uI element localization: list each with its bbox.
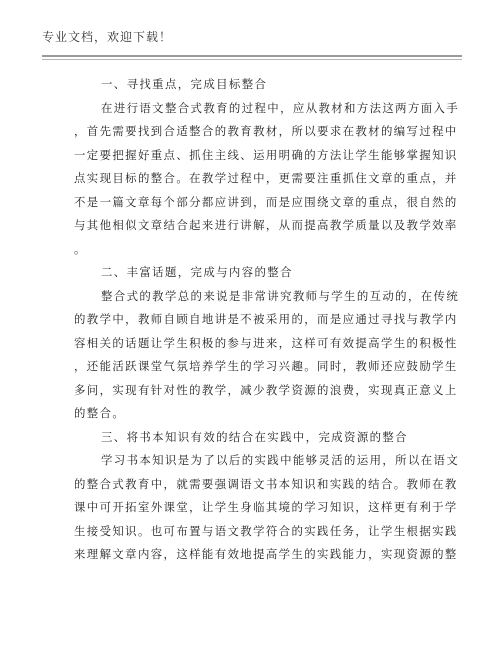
paragraph-line: 学习书本知识是为了以后的实践中能够灵活的运用，所以在语文 — [101, 453, 460, 467]
paragraph-line: 来理解文章内容，这样能有效地提高学生的实践能力，实现资源的整 — [74, 547, 458, 561]
paragraph-line: ，首先需要找到合适整合的教育教材，所以要求在教材的编写过程中 — [74, 124, 458, 138]
page-header: 专业文档，欢迎下载！ — [42, 30, 173, 44]
paragraph-line: 点实现目标的整合。在教学过程中，更需要注重抓住文章的重点，并 — [74, 171, 458, 185]
document-body — [74, 73, 460, 567]
paragraph-line: ，还能活跃课堂气氛培养学生的学习兴趣。同时，教师还应鼓励学生 — [74, 359, 458, 373]
paragraph-line: 的整合式教育中，就需要强调语文书本知识和实践的结合。教师在教 — [74, 476, 458, 491]
paragraph-line: 一定要把握好重点、抓住主线、运用明确的方法让学生能够掌握知识 — [74, 147, 458, 162]
header-rule-thin — [42, 59, 462, 60]
paragraph-line: 在进行语文整合式教育的过程中，应从教材和方法这两方面入手 — [101, 100, 460, 115]
section-heading: 三、将书本知识有效的结合在实践中，完成资源的整合 — [101, 429, 408, 444]
paragraph-line: 多问，实现有针对性的教学，减少教学资源的浪费，实现真正意义上 — [74, 382, 458, 397]
paragraph-line: 生接受知识。也可布置与语文教学符合的实践任务，让学生根据实践 — [74, 523, 458, 538]
paragraph-line: 。 — [74, 241, 87, 256]
section-heading: 一、寻找重点，完成目标整合 — [101, 77, 268, 91]
paragraph-line: 与其他相似文章结合起来进行讲解，从而提高教学质量以及教学效率 — [74, 218, 458, 232]
paragraph-line: 的整合。 — [74, 406, 126, 420]
paragraph-line: 不是一篇文章每个部分都应讲到，而是应围绕文章的重点，很自然的 — [74, 194, 458, 209]
section-heading: 二、丰富话题，完成与内容的整合 — [101, 265, 293, 279]
paragraph-line: 容相关的话题让学生积极的参与进来，这样可有效提高学生的积极性 — [74, 335, 458, 350]
paragraph-line: 的教学中，教师自顾自地讲是不被采用的，而是应通过寻找与教学内 — [74, 312, 458, 326]
paragraph-line: 整合式的教学总的来说是非常讲究教师与学生的互动的，在传统 — [101, 288, 460, 303]
header-rule-thick — [42, 55, 462, 57]
paragraph-line: 课中可开拓室外课堂，让学生身临其境的学习知识，这样更有利于学 — [74, 500, 458, 514]
